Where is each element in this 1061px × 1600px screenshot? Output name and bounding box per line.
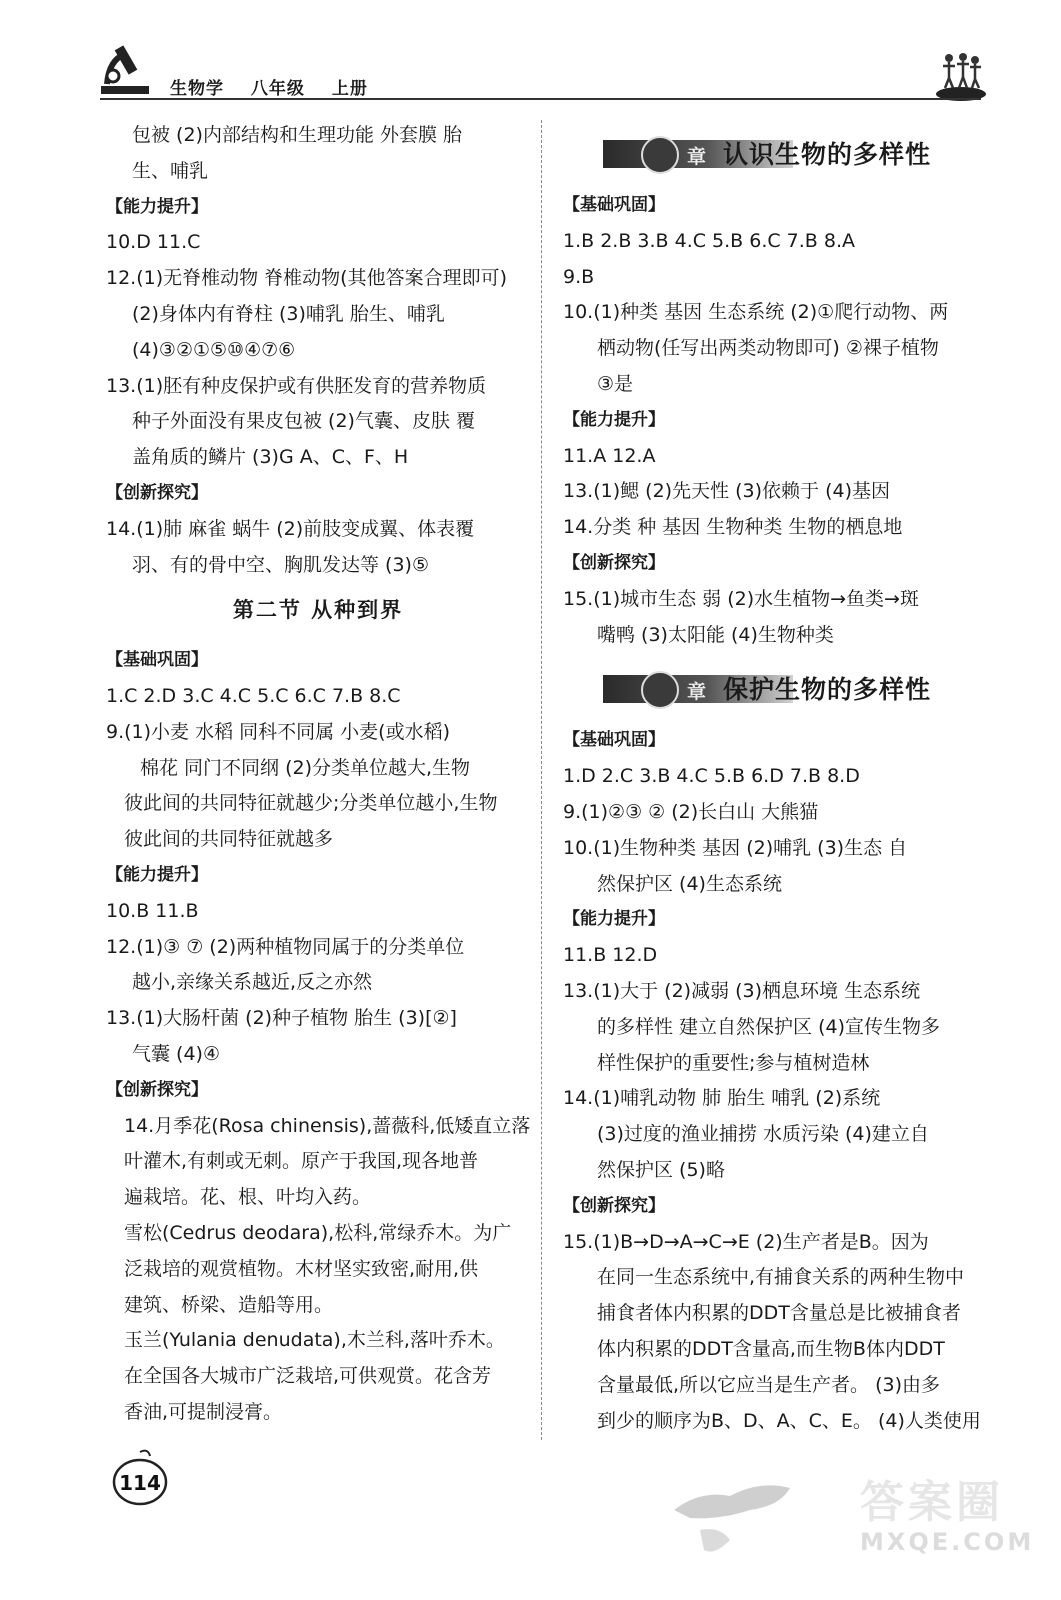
header-title	[170, 74, 388, 99]
answer-line: 10.D 11.C	[106, 231, 201, 254]
page-number: 114	[119, 1471, 161, 1495]
answer-line: 气囊 (4)④	[132, 1042, 220, 1065]
subsection-heading: 【创新探究】	[106, 482, 208, 503]
answer-line: 14.分类 种 基因 生物种类 生物的栖息地	[563, 516, 903, 539]
subsection-heading: 【能力提升】	[563, 409, 665, 430]
answer-line: 栖动物(任写出两类动物即可) ②裸子植物	[597, 337, 939, 360]
answer-line: 彼此间的共同特征就越少;分类单位越小,生物	[124, 792, 498, 815]
answer-line: 15.(1)城市生态 弱 (2)水生植物→鱼类→斑	[563, 587, 919, 610]
header-subject: 生物学	[170, 79, 224, 99]
subsection-heading: 【基础巩固】	[563, 195, 665, 215]
answer-line: 14.月季花(Rosa chinensis),蔷薇科,低矮直立落	[124, 1114, 531, 1137]
subsection-heading: 【基础巩固】	[563, 730, 665, 751]
answer-line: 彼此间的共同特征就越多	[124, 828, 334, 851]
answer-line: 9.(1)②③ ② (2)长白山 大熊猫	[563, 800, 819, 823]
answer-line: 羽、有的骨中空、胸肌发达等 (3)⑤	[132, 553, 429, 576]
left-column	[106, 118, 530, 1431]
microscope-icon	[95, 40, 155, 100]
subsection-heading: 【能力提升】	[106, 196, 208, 217]
answer-line: 在全国各大城市广泛栽培,可供观赏。花含芳	[124, 1365, 492, 1388]
subsection-heading: 【创新探究】	[106, 1079, 208, 1100]
answer-line: 样性保护的重要性;参与植树造林	[597, 1051, 870, 1074]
answer-line: 然保护区 (5)略	[597, 1158, 725, 1181]
answer-line: 1.B 2.B 3.B 4.C 5.B 6.C 7.B 8.A	[563, 229, 856, 252]
chapter-title: 认识生物的多样性	[723, 140, 932, 169]
answer-line: (4)③②①⑤⑩④⑦⑥	[132, 338, 296, 361]
answer-line: 15.(1)B→D→A→C→E (2)生产者是B。因为	[563, 1230, 929, 1253]
answer-line: 1.D 2.C 3.B 4.C 5.B 6.D 7.B 8.D	[563, 765, 860, 788]
page-number-badge	[110, 1448, 174, 1508]
answer-line: 种子外面没有果皮包被 (2)气囊、皮肤 覆	[132, 410, 475, 433]
answer-line: 泛栽培的观赏植物。木材坚实致密,耐用,供	[124, 1257, 479, 1280]
column-divider	[541, 120, 542, 1440]
answer-line: (3)过度的渔业捕捞 水质污染 (4)建立自	[597, 1123, 929, 1146]
answer-line: 玉兰(Yulania denudata),木兰科,落叶乔木。	[124, 1329, 505, 1352]
chapter-title: 保护生物的多样性	[723, 675, 932, 705]
answer-line: 生、哺乳	[132, 159, 209, 182]
answer-line: 13.(1)大肠杆菌 (2)种子植物 胎生 (3)[②]	[106, 1007, 457, 1030]
answer-line: 13.(1)鳃 (2)先天性 (3)依赖于 (4)基因	[563, 480, 890, 503]
chapter-number-circle	[641, 671, 679, 709]
answer-line: 11.B 12.D	[563, 944, 658, 967]
page-header	[0, 0, 1061, 108]
answer-line: (2)身体内有脊柱 (3)哺乳 胎生、哺乳	[132, 302, 445, 325]
answer-line: 1.C 2.D 3.C 4.C 5.C 6.C 7.B 8.C	[106, 684, 401, 707]
answer-line: 然保护区 (4)生态系统	[597, 872, 782, 895]
header-rule	[100, 98, 981, 100]
answer-line: 包被 (2)内部结构和生理功能 外套膜 胎	[132, 124, 463, 146]
answer-line: 棉花 同门不同纲 (2)分类单位越大,生物	[140, 756, 471, 779]
answer-line: 10.B 11.B	[106, 899, 199, 922]
answer-line: 含量最低,所以它应当是生产者。 (3)由多	[597, 1373, 940, 1396]
subsection-heading: 【创新探究】	[563, 1195, 665, 1216]
answer-line: 越小,亲缘关系越近,反之亦然	[132, 971, 373, 994]
watermark-bottom: MXQE.COM	[860, 1528, 1035, 1556]
subsection-heading: 【创新探究】	[563, 552, 665, 573]
answer-line: 叶灌木,有刺或无刺。原产于我国,现各地普	[124, 1150, 479, 1173]
answer-line: 到少的顺序为B、D、A、C、E。 (4)人类使用	[597, 1409, 981, 1432]
answer-line: 12.(1)③ ⑦ (2)两种植物同属于的分类单位	[106, 935, 465, 958]
answer-line: 嘴鸭 (3)太阳能 (4)生物种类	[597, 623, 834, 646]
answer-line: 的多样性 建立自然保护区 (4)宣传生物多	[597, 1015, 940, 1038]
answer-line: 盖角质的鳞片 (3)G A、C、F、H	[132, 446, 409, 469]
answer-line: 雪松(Cedrus deodara),松科,常绿乔木。为广	[124, 1221, 512, 1244]
ink-smudge	[670, 1470, 810, 1560]
answer-line: 捕食者体内积累的DDT含量总是比被捕食者	[597, 1302, 961, 1325]
answer-line: 建筑、桥梁、造船等用。	[124, 1293, 334, 1316]
answer-line: 9.B	[563, 265, 595, 288]
subsection-heading: 【基础巩固】	[106, 650, 208, 671]
answer-line: 12.(1)无脊椎动物 脊椎动物(其他答案合理即可)	[106, 267, 507, 290]
chapter-label: 章	[687, 681, 707, 704]
answer-line: 香油,可提制浸膏。	[124, 1400, 283, 1423]
subsection-heading: 【能力提升】	[563, 909, 665, 930]
answer-line: 体内积累的DDT含量高,而生物B体内DDT	[597, 1337, 945, 1360]
subsection-heading: 【能力提升】	[106, 864, 208, 885]
answer-line: 10.(1)生物种类 基因 (2)哺乳 (3)生态 自	[563, 836, 908, 859]
watermark	[860, 1478, 1034, 1556]
runners-icon	[935, 52, 987, 102]
answer-line: 14.(1)哺乳动物 肺 胎生 哺乳 (2)系统	[563, 1087, 881, 1110]
header-volume: 上册	[331, 79, 368, 99]
answer-line: 13.(1)大于 (2)减弱 (3)栖息环境 生态系统	[563, 979, 921, 1002]
watermark-top: 答案圈	[860, 1477, 1004, 1528]
answer-line: 13.(1)胚有种皮保护或有供胚发育的营养物质	[106, 374, 487, 397]
answer-line: ③是	[597, 372, 634, 395]
answer-line: 在同一生态系统中,有捕食关系的两种生物中	[597, 1266, 965, 1289]
chapter-number-circle	[641, 136, 679, 174]
answer-line: 9.(1)小麦 水稻 同科不同属 小麦(或水稻)	[106, 720, 450, 743]
right-column	[563, 118, 993, 1439]
header-grade: 八年级	[250, 79, 305, 99]
answer-line: 14.(1)肺 麻雀 蜗牛 (2)前肢变成翼、体表覆	[106, 517, 475, 540]
section-title: 第二节 从种到界	[232, 598, 404, 623]
chapter-banner	[603, 667, 963, 711]
answer-line: 11.A 12.A	[563, 444, 656, 467]
chapter-banner	[603, 132, 963, 176]
chapter-label: 章	[687, 146, 707, 168]
answer-line: 遍栽培。花、根、叶均入药。	[124, 1186, 372, 1209]
answer-line: 10.(1)种类 基因 生态系统 (2)①爬行动物、两	[563, 301, 949, 324]
